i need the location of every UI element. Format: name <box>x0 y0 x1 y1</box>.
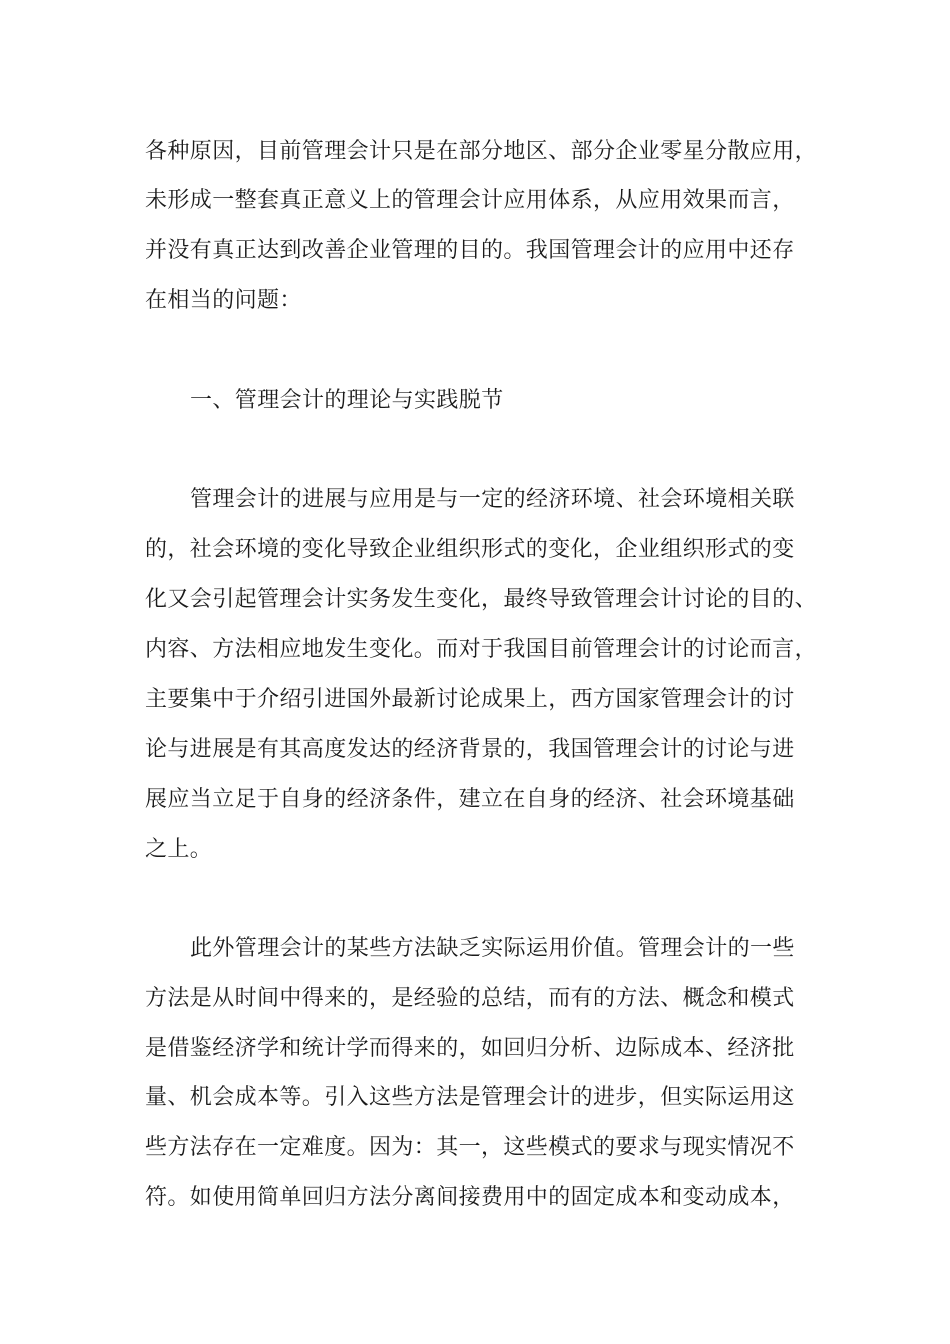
paragraph-line: 未形成一整套真正意义上的管理会计应用体系，从应用效果而言， <box>145 188 795 213</box>
section-heading: 一、管理会计的理论与实践脱节 <box>190 388 504 413</box>
paragraph-line: 主要集中于介绍引进国外最新讨论成果上，西方国家管理会计的讨 <box>145 687 795 712</box>
paragraph-line: 化又会引起管理会计实务发生变化，最终导致管理会计讨论的目的、 <box>145 587 818 612</box>
paragraph-line: 各种原因，目前管理会计只是在部分地区、部分企业零星分散应用， <box>145 139 818 164</box>
paragraph-line: 符。如使用简单回归方法分离间接费用中的固定成本和变动成本， <box>145 1185 795 1210</box>
paragraph-line: 此外管理会计的某些方法缺乏实际运用价值。管理会计的一些 <box>190 936 795 961</box>
paragraph-line: 展应当立足于自身的经济条件，建立在自身的经济、社会环境基础 <box>145 787 795 812</box>
paragraph-line: 管理会计的进展与应用是与一定的经济环境、社会环境相关联 <box>190 487 795 512</box>
paragraph-line: 论与进展是有其高度发达的经济背景的，我国管理会计的讨论与进 <box>145 737 795 762</box>
paragraph-line: 些方法存在一定难度。因为：其一，这些模式的要求与现实情况不 <box>145 1135 795 1160</box>
paragraph-line: 在相当的问题： <box>145 288 302 313</box>
paragraph-line: 量、机会成本等。引入这些方法是管理会计的进步，但实际运用这 <box>145 1085 795 1110</box>
paragraph-line: 是借鉴经济学和统计学而得来的，如回归分析、边际成本、经济批 <box>145 1036 795 1061</box>
paragraph-line: 并没有真正达到改善企业管理的目的。我国管理会计的应用中还存 <box>145 238 795 263</box>
paragraph-line: 之上。 <box>145 837 213 862</box>
paragraph-line: 方法是从时间中得来的，是经验的总结，而有的方法、概念和模式 <box>145 986 795 1011</box>
paragraph-line: 的，社会环境的变化导致企业组织形式的变化，企业组织形式的变 <box>145 537 795 562</box>
paragraph-line: 内容、方法相应地发生变化。而对于我国目前管理会计的讨论而言， <box>145 637 818 662</box>
